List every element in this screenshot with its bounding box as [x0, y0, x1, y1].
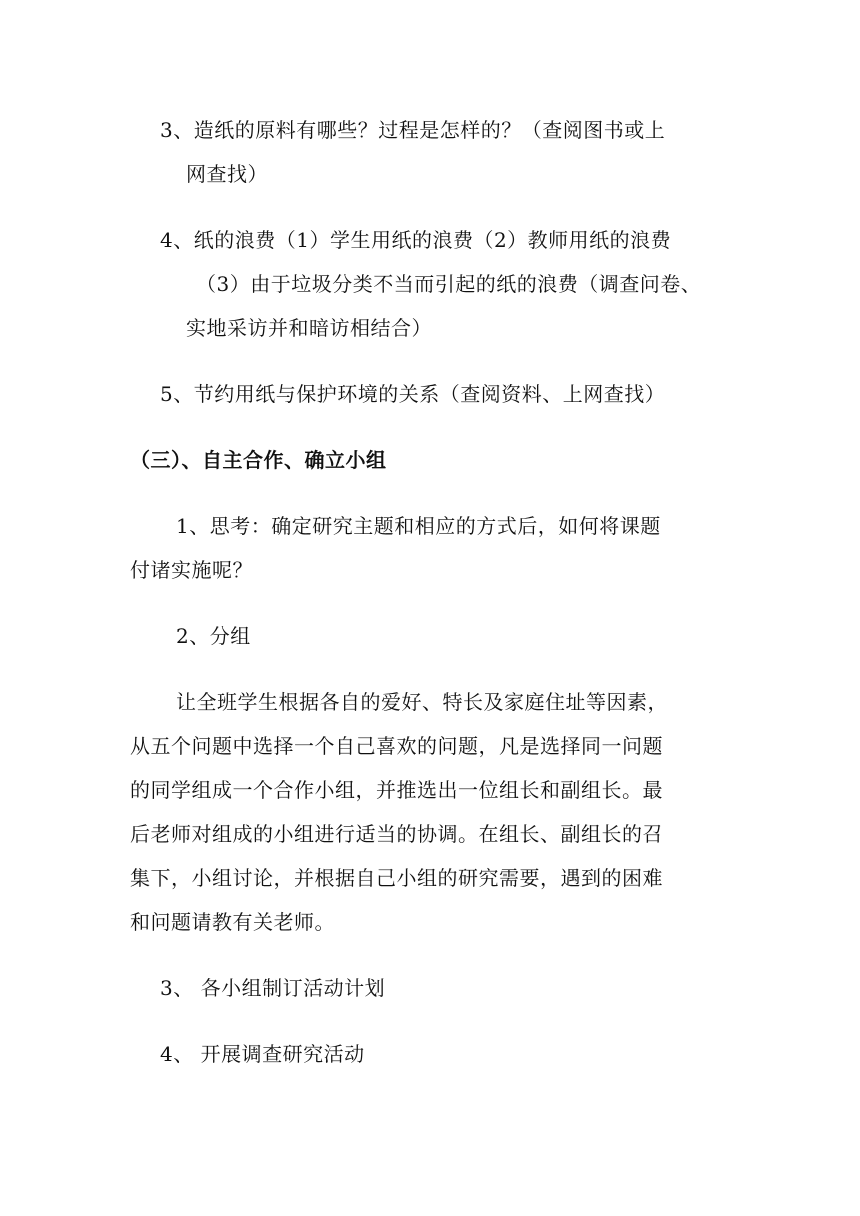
- item-4-line-2: （3）由于垃圾分类不当而引起的纸的浪费（调查问卷、: [196, 272, 702, 296]
- item-3-line-2: 网查找）: [186, 162, 268, 186]
- section-3-heading: （三）、自主合作、确立小组: [130, 448, 387, 472]
- item-5-line-1: 5、节约用纸与保护环境的关系（查阅资料、上网查找）: [160, 382, 666, 406]
- step-2-heading: 2、分组: [176, 624, 251, 648]
- item-4-line-1: 4、纸的浪费（1）学生用纸的浪费（2）教师用纸的浪费: [160, 228, 672, 252]
- step-2-paragraph-line-2: 从五个问题中选择一个自己喜欢的问题，凡是选择同一问题: [130, 734, 663, 758]
- step-2-paragraph-line-4: 后老师对组成的小组进行适当的协调。在组长、副组长的召: [130, 822, 663, 846]
- step-3-line: 3、 各小组制订活动计划: [160, 976, 386, 1000]
- step-1-line-2: 付诸实施呢？: [130, 558, 253, 582]
- item-3-line-1: 3、造纸的原料有哪些？过程是怎样的？（查阅图书或上: [160, 118, 666, 142]
- step-1-line-1: 1、思考：确定研究主题和相应的方式后，如何将课题: [176, 514, 661, 538]
- step-2-paragraph-line-3: 的同学组成一个合作小组，并推选出一位组长和副组长。最: [130, 778, 663, 802]
- item-4-line-3: 实地采访并和暗访相结合）: [186, 316, 432, 340]
- step-4-line: 4、 开展调查研究活动: [160, 1042, 365, 1066]
- step-2-paragraph-line-5: 集下，小组讨论，并根据自己小组的研究需要，遇到的困难: [130, 866, 663, 890]
- step-2-paragraph-line-6: 和问题请教有关老师。: [130, 910, 335, 934]
- step-2-paragraph-line-1: 让全班学生根据各自的爱好、特长及家庭住址等因素，: [176, 690, 668, 714]
